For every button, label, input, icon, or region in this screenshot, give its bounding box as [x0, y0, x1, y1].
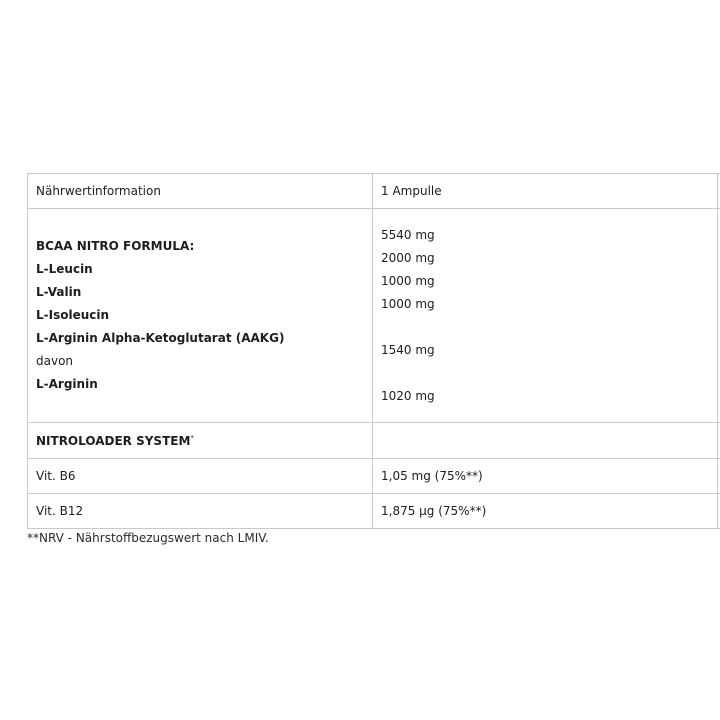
nitroloader-label-cell: [28, 423, 373, 459]
spacer-value: [381, 362, 717, 385]
leucin-value: 2000 mg: [381, 250, 435, 265]
header-serving-cell: 1 Ampulle: [373, 174, 718, 209]
bcaa-formula-value: 5540 mg: [381, 227, 435, 242]
aakg-value: [381, 316, 717, 339]
arginin-label: L-Arginin: [36, 377, 98, 391]
header-label-cell: Nährwertinformation: [28, 174, 373, 209]
bcaa-row: [28, 209, 720, 423]
valin-label: L-Valin: [36, 285, 82, 299]
nitroloader-row: [28, 423, 720, 459]
nutrition-panel: [27, 173, 720, 529]
isoleucin-value: 1000 mg: [381, 296, 435, 311]
vitamin-b6-row: [28, 459, 720, 494]
vitamin-b6-label: Vit. B6: [28, 459, 373, 494]
vitamin-b12-row: [28, 494, 720, 529]
nitroloader-value-cell: [373, 423, 718, 459]
davon-label: davon: [36, 354, 74, 368]
table-header-row: [28, 174, 720, 209]
leucin-label: L-Leucin: [36, 262, 93, 276]
nutrition-table: [27, 173, 720, 529]
vitamin-b12-label: Vit. B12: [28, 494, 373, 529]
davon-value: 1540 mg: [381, 342, 435, 357]
arginin-value: 1020 mg: [381, 388, 435, 403]
bcaa-formula-label: BCAA NITRO FORMULA:: [36, 239, 195, 253]
vitamin-b6-value: 1,05 mg (75%**): [373, 459, 718, 494]
nrv-footnote: **NRV - Nährstoffbezugswert nach LMIV.: [27, 531, 269, 545]
nitroloader-label: NITROLOADER SYSTEM: [36, 433, 191, 448]
valin-value: 1000 mg: [381, 273, 435, 288]
vitamin-b12-value: 1,875 µg (75%**): [373, 494, 718, 529]
isoleucin-label: L-Isoleucin: [36, 308, 110, 322]
aakg-label: L-Arginin Alpha-Ketoglutarat (AAKG): [36, 331, 285, 345]
bcaa-values-cell: [373, 209, 718, 423]
nitroloader-footnote-mark: *: [190, 433, 194, 442]
bcaa-labels-cell: [28, 209, 373, 423]
